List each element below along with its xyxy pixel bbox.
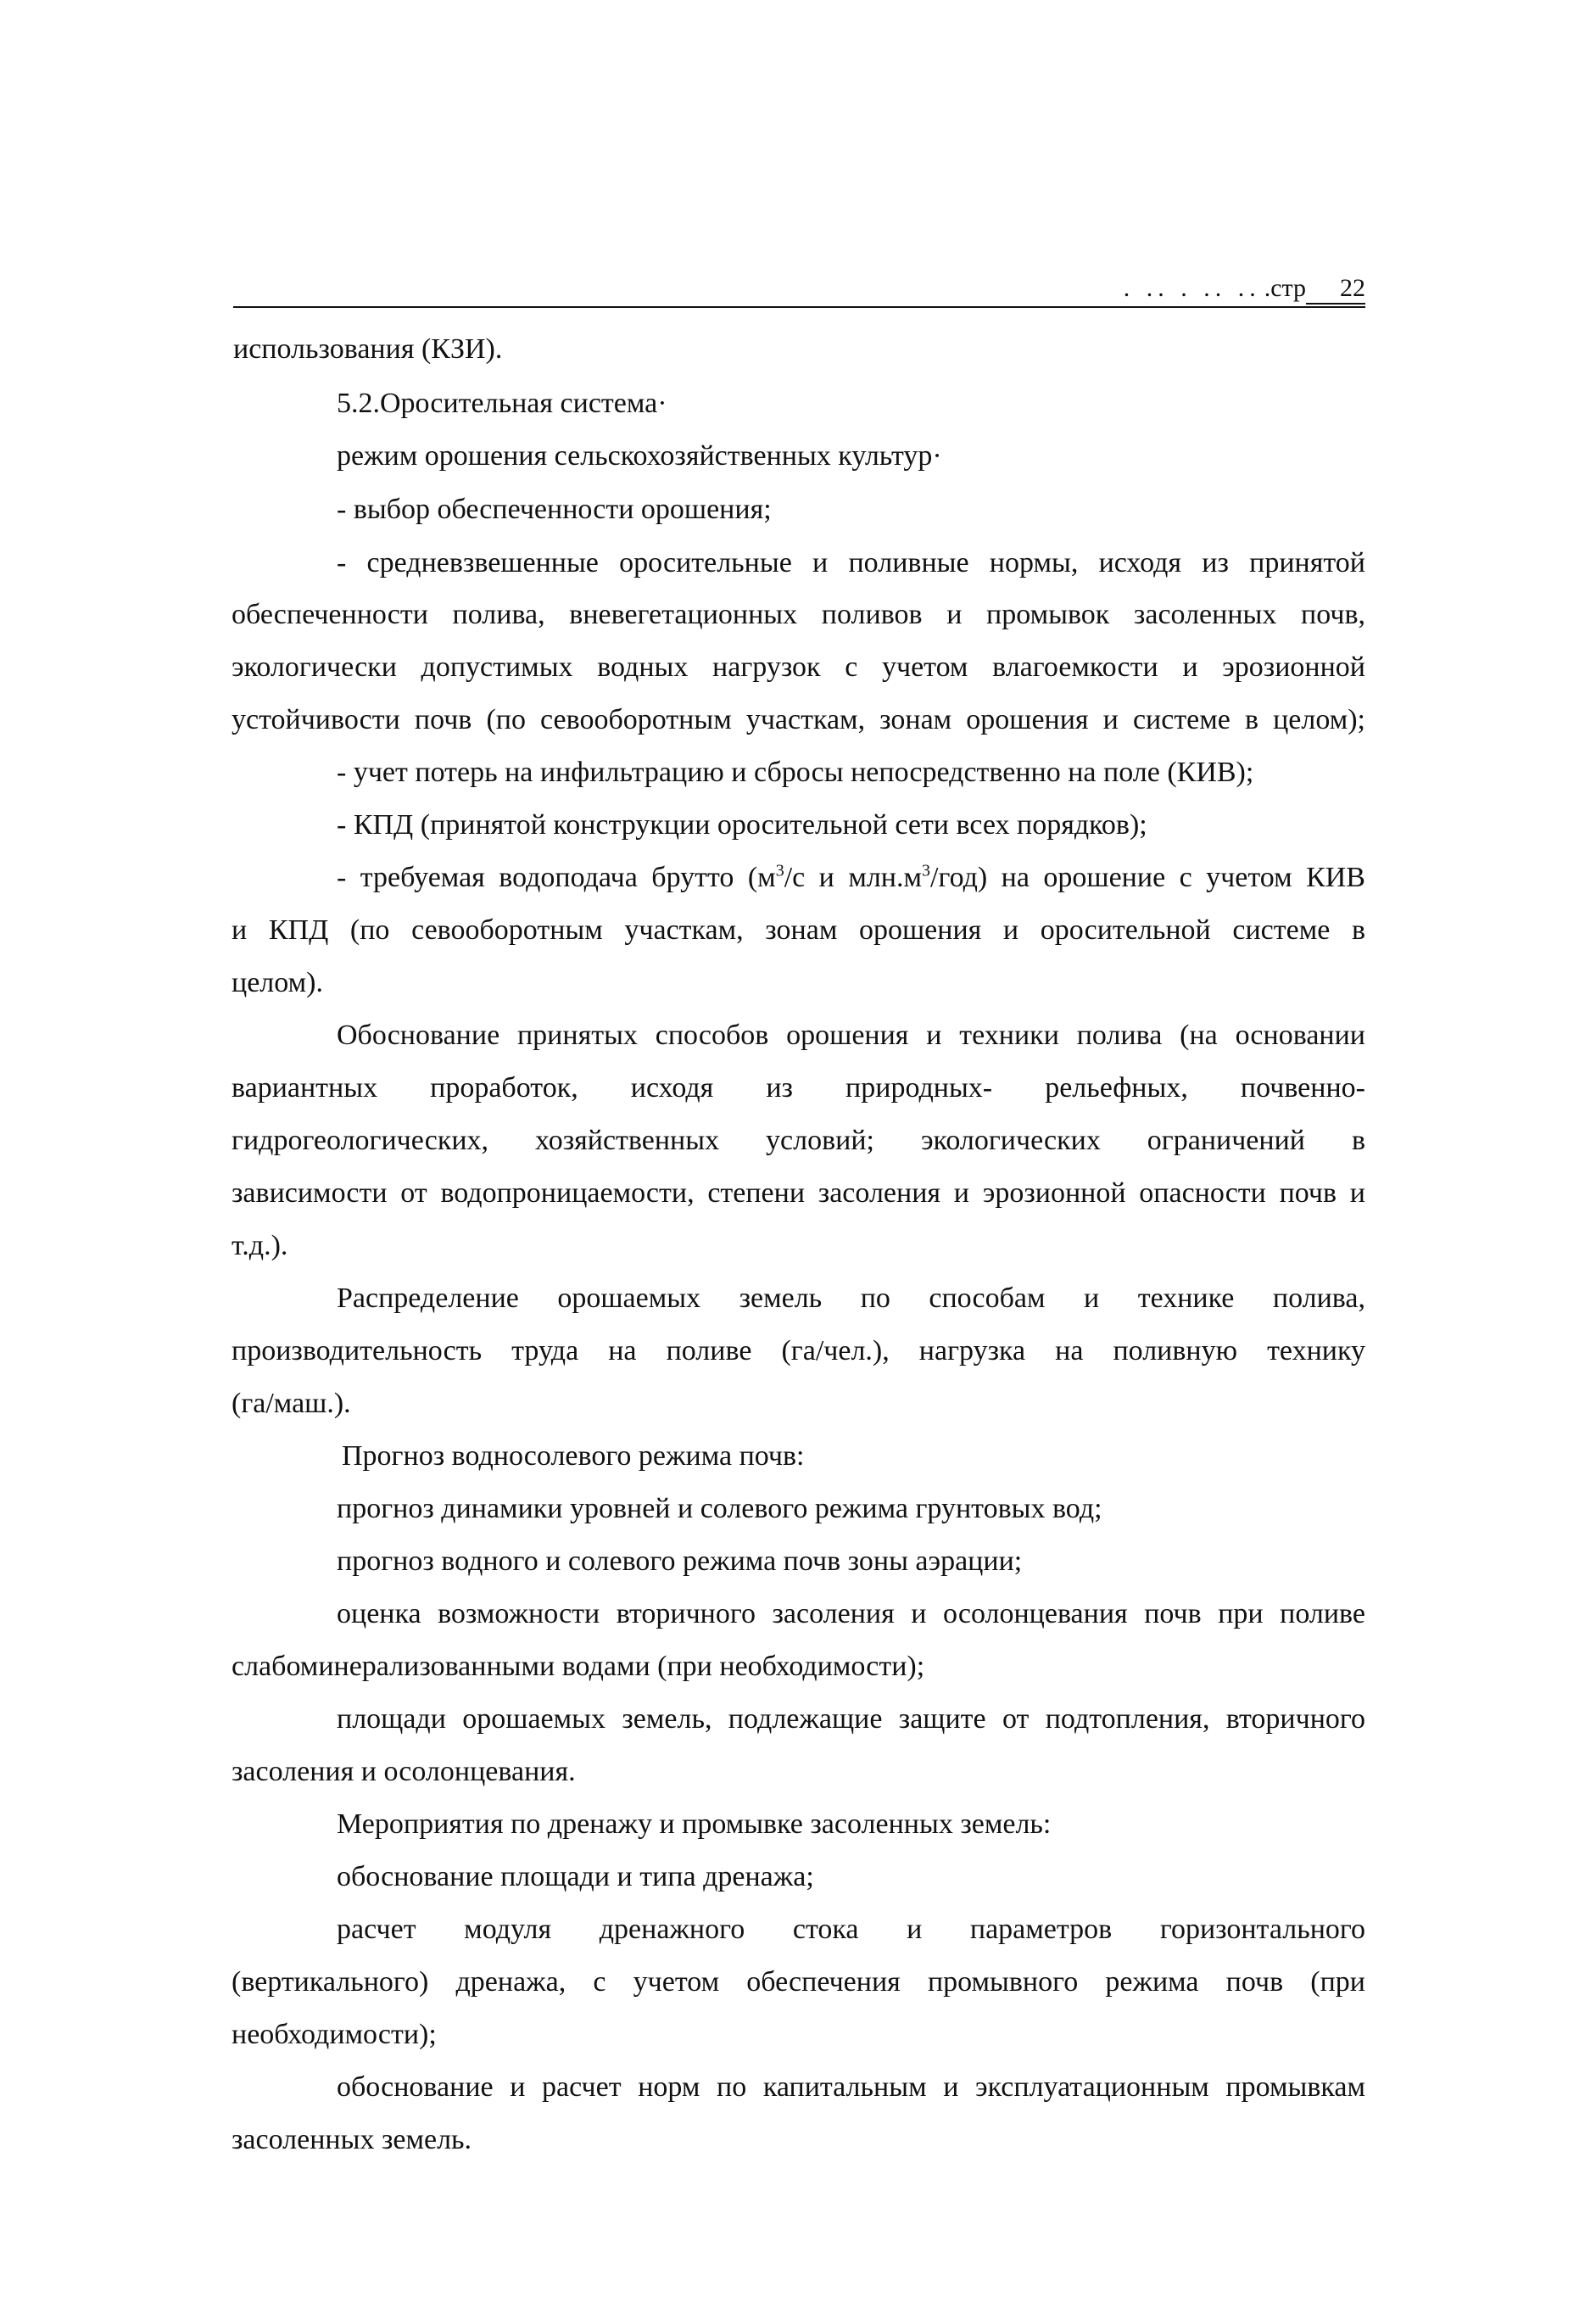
text-line: экологически допустимых водных нагрузок с учетом влагоемкости и эрозионной bbox=[232, 651, 1365, 683]
text-line: и КПД (по севооборотным участкам, зонам орошения и оросительной системе в bbox=[232, 914, 1365, 946]
text-line: необходимости); bbox=[232, 2019, 437, 2050]
text-line: обеспеченности полива, вневегетационных поливов и промывок засоленных почв, bbox=[232, 599, 1365, 630]
text-line: режим орошения сельскохозяйственных культур· bbox=[337, 440, 942, 472]
text-line: т.д.). bbox=[232, 1230, 288, 1261]
text-line: обоснование площади и типа дренажа; bbox=[337, 1861, 814, 1892]
text-line: (вертикального) дренажа, с учетом обеспечения промывного режима почв (при bbox=[232, 1966, 1365, 1998]
text-line: обоснование и расчет норм по капитальным и эксплуатационным промывкам bbox=[337, 2071, 1365, 2103]
page-header bbox=[1115, 274, 1365, 305]
text-line: целом). bbox=[232, 967, 323, 998]
list-item: - КПД (принятой конструкции оросительной сети всех порядков); bbox=[337, 809, 1147, 841]
text-line: прогноз водного и солевого режима почв зоны аэрации; bbox=[337, 1545, 1023, 1577]
subsection-heading: Прогноз водносолевого режима почв: bbox=[342, 1440, 805, 1472]
page-number: 22 bbox=[1306, 274, 1365, 305]
text-line: оценка возможности вторичного засоления и осолонцевания почв при поливе bbox=[337, 1598, 1365, 1629]
text-line: зависимости от водопроницаемости, степени засоления и эрозионной опасности почв и bbox=[232, 1177, 1365, 1209]
subsection-heading: Мероприятия по дренажу и промывке засоленных земель: bbox=[337, 1808, 1052, 1840]
page-label: .стр bbox=[1264, 274, 1306, 302]
text-line: прогноз динамики уровней и солевого режима грунтовых вод; bbox=[337, 1493, 1102, 1524]
text-line: расчет модуля дренажного стока и параметров горизонтального bbox=[337, 1914, 1365, 1945]
list-item: - средневзвешенные оросительные и поливные нормы, исходя из принятой bbox=[337, 547, 1365, 578]
list-item: - выбор обеспеченности орошения; bbox=[337, 494, 772, 525]
text-line: гидрогеологических, хозяйственных условий; экологических ограничений в bbox=[232, 1125, 1365, 1156]
text-line: вариантных проработок, исходя из природных- рельефных, почвенно- bbox=[232, 1072, 1365, 1104]
text-line: засоления и осолонцевания. bbox=[232, 1756, 576, 1787]
section-heading: 5.2.Оросительная система· bbox=[337, 388, 667, 419]
text-line: производительность труда на поливе (га/чел.), нагрузка на поливную технику bbox=[232, 1335, 1365, 1366]
list-item: - учет потерь на инфильтрацию и сбросы непосредственно на поле (КИВ); bbox=[337, 757, 1254, 788]
text-line: использования (КЗИ). bbox=[233, 333, 503, 365]
paragraph-start: Обоснование принятых способов орошения и техники полива (на основании bbox=[337, 1020, 1365, 1051]
header-dots: . .. . .. .. bbox=[1123, 274, 1261, 302]
text-line: (га/маш.). bbox=[232, 1388, 351, 1419]
list-item: - требуемая водоподача брутто ($м^3/с$ и $млн.м^3/год$) на орошение с учетом КИВ bbox=[337, 861, 1365, 893]
text-line: устойчивости почв (по севооборотным участкам, зонам орошения и системе в целом); bbox=[232, 704, 1365, 735]
text-line: слабоминерализованными водами (при необходимости); bbox=[232, 1651, 925, 1682]
text-line: засоленных земель. bbox=[232, 2124, 472, 2155]
header-rule bbox=[233, 306, 1365, 308]
paragraph-start: Распределение орошаемых земель по способам и технике полива, bbox=[337, 1283, 1365, 1314]
text-line: площади орошаемых земель, подлежащие защите от подтопления, вторичного bbox=[337, 1703, 1365, 1735]
